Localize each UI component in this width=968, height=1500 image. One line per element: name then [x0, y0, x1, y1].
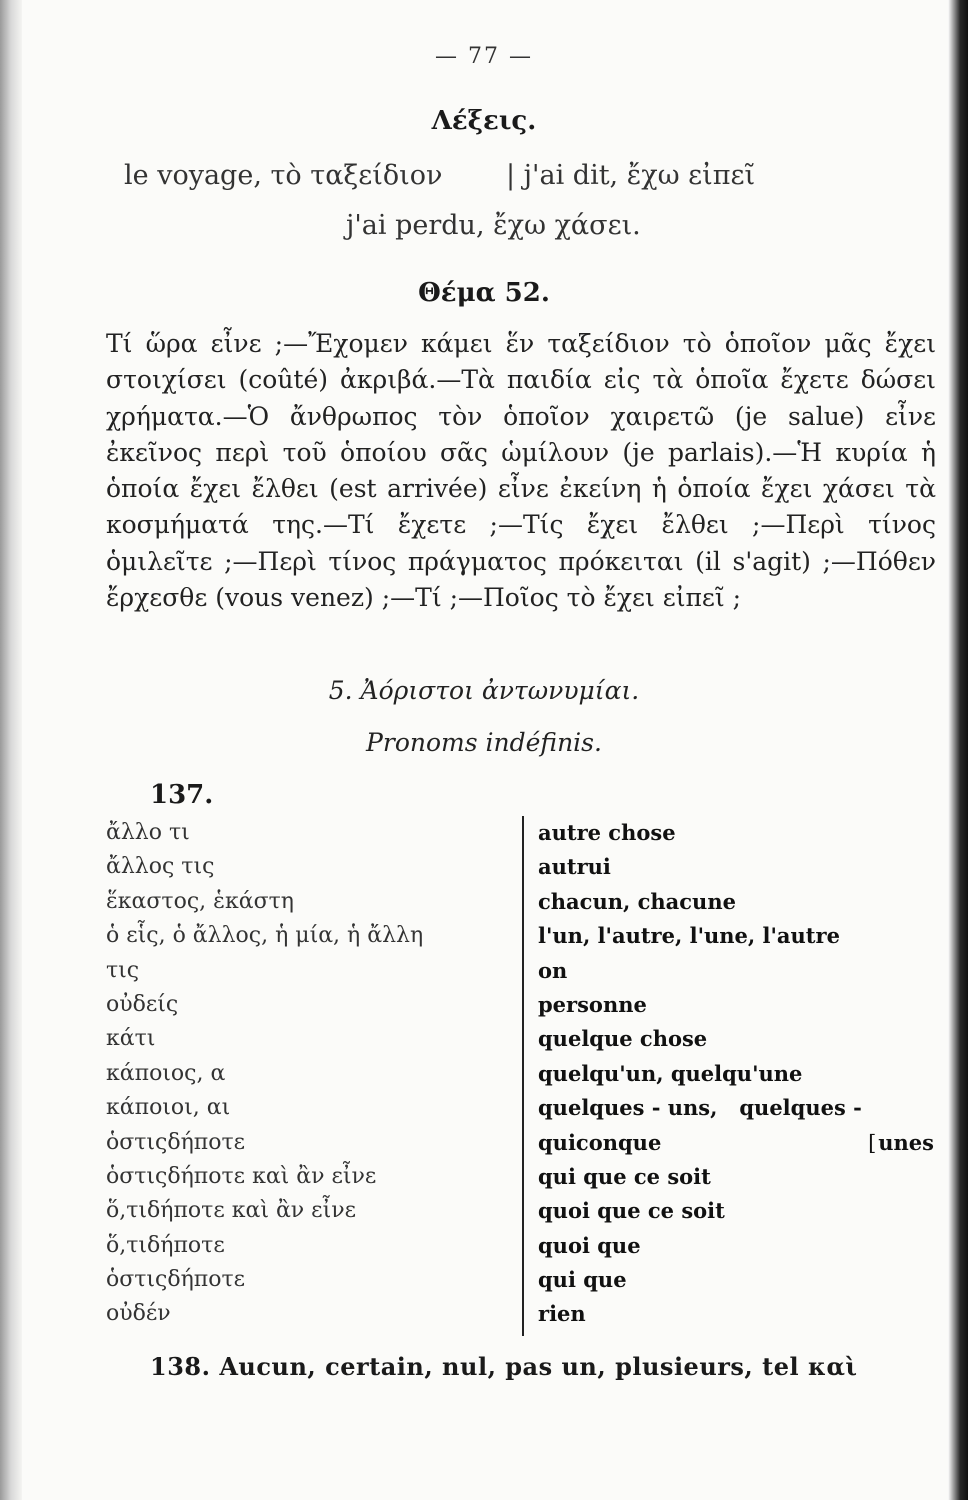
section-greek-title: 5. Ἀόριστοι ἀντωνυμίαι.: [328, 676, 640, 705]
french-pronoun-overflow: [868, 1126, 934, 1160]
french-pronoun-column: [522, 816, 958, 1336]
paragraph-138-text: Aucun, certain, nul, pas un, plusieurs, tel καὶ: [219, 1352, 858, 1381]
french-pronoun: l'un, l'autre, l'une, l'autre: [538, 923, 840, 949]
vocab-line-1-right: | j'ai dit, ἔχω εἰπεῖ: [506, 160, 756, 191]
french-pronoun: qui que ce soit: [538, 1163, 711, 1189]
french-pronoun: autre chose: [538, 820, 676, 845]
greek-pronoun: οὐδέν: [106, 1301, 171, 1327]
greek-pronoun: οὐδείς: [106, 991, 179, 1017]
french-pronoun: personne: [538, 991, 647, 1017]
greek-pronoun-column: [106, 816, 506, 1332]
theme-heading: Θέμα 52.: [418, 278, 550, 308]
greek-pronoun: ἕκαστος, ἑκάστη: [106, 888, 294, 914]
greek-pronoun: τις: [106, 957, 140, 983]
french-pronoun: rien: [538, 1301, 586, 1327]
paragraph-137-number: 137.: [150, 780, 214, 810]
theme-exercise-text: Τί ὥρα εἶνε ;—Ἔχομεν κάμει ἕν ταξείδιον τὸ ὁποῖον μᾶς ἔχει στοιχίσει (coûté) ἀκριβά.—Τὰ παιδία εἰς τὰ ὁποῖα ἔχετε δώσει χρήματα.—Ὁ ἄνθρωπος τὸν ὁποῖον χαιρετῶ (je salue) εἶνε ἐκεῖνος περὶ τοῦ ὁποίου σᾶς ὡμίλουν (je parlais).—Ἡ κυρία ἡ ὁποία ἔχει ἔλθει (est arrivée) εἶνε ἐκείνη ἡ ὁποία ἔχει χάσει τὰ κοσμήματά της.—Τί ἔχετε ;—Τίς ἔχει ἔλθει ;—Περὶ τίνος ὁμιλεῖτε ;—Περὶ τίνος πράγματος πρόκειται (il s'agit) ;—Πόθεν ἔρχεσθε (vous venez) ;—Τί ;—Ποῖος τὸ ἔχει εἰπεῖ ;: [106, 329, 936, 613]
greek-pronoun: ὁστιςδήποτε καὶ ἂν εἶνε: [106, 1163, 377, 1189]
french-pronoun: quelque chose: [538, 1026, 708, 1052]
vocab-line-2: j'ai perdu, ἔχω χάσει.: [346, 210, 641, 241]
greek-pronoun: κάποιος, α: [106, 1060, 226, 1086]
vocab-line-1-left: le voyage, τὸ ταξείδιον: [124, 160, 443, 191]
french-pronoun: autrui: [538, 854, 611, 880]
french-pronoun: quelques - uns, quelques -: [538, 1095, 862, 1121]
greek-pronoun: ὅ,τιδήποτε καὶ ἂν εἶνε: [106, 1198, 356, 1224]
bracket-mark: [: [868, 1130, 877, 1155]
french-pronoun: quoi que: [538, 1232, 641, 1258]
vocab-heading: Λέξεις.: [431, 106, 537, 136]
greek-pronoun: ἄλλο τι: [106, 820, 190, 845]
french-pronoun: quiconque: [538, 1129, 662, 1155]
french-pronoun: chacun, chacune: [538, 888, 736, 914]
greek-pronoun: ὅ,τιδήποτε: [106, 1232, 225, 1258]
french-overflow-text: unes: [878, 1129, 934, 1155]
greek-pronoun: κάτι: [106, 1026, 156, 1052]
greek-pronoun: ἄλλος τις: [106, 854, 215, 880]
french-pronoun: quoi que ce soit: [538, 1198, 725, 1224]
page-number: — 77 —: [435, 44, 533, 69]
greek-pronoun: ὁ εἷς, ὁ ἄλλος, ἡ μία, ἡ ἄλλη: [106, 923, 424, 949]
section-french-title: Pronoms indéfinis.: [366, 728, 602, 757]
french-pronoun-row-with-overflow: [538, 1126, 958, 1160]
french-pronoun: quelqu'un, quelqu'une: [538, 1060, 803, 1086]
paragraph-138: [150, 1352, 950, 1381]
french-pronoun: qui que: [538, 1267, 627, 1293]
french-pronoun: on: [538, 957, 568, 983]
greek-pronoun: ὁστιςδήποτε: [106, 1129, 246, 1155]
greek-pronoun: ὁστιςδήποτε: [106, 1267, 246, 1293]
greek-pronoun: κάποιοι, αι: [106, 1095, 231, 1121]
paragraph-138-number: 138.: [150, 1352, 211, 1381]
